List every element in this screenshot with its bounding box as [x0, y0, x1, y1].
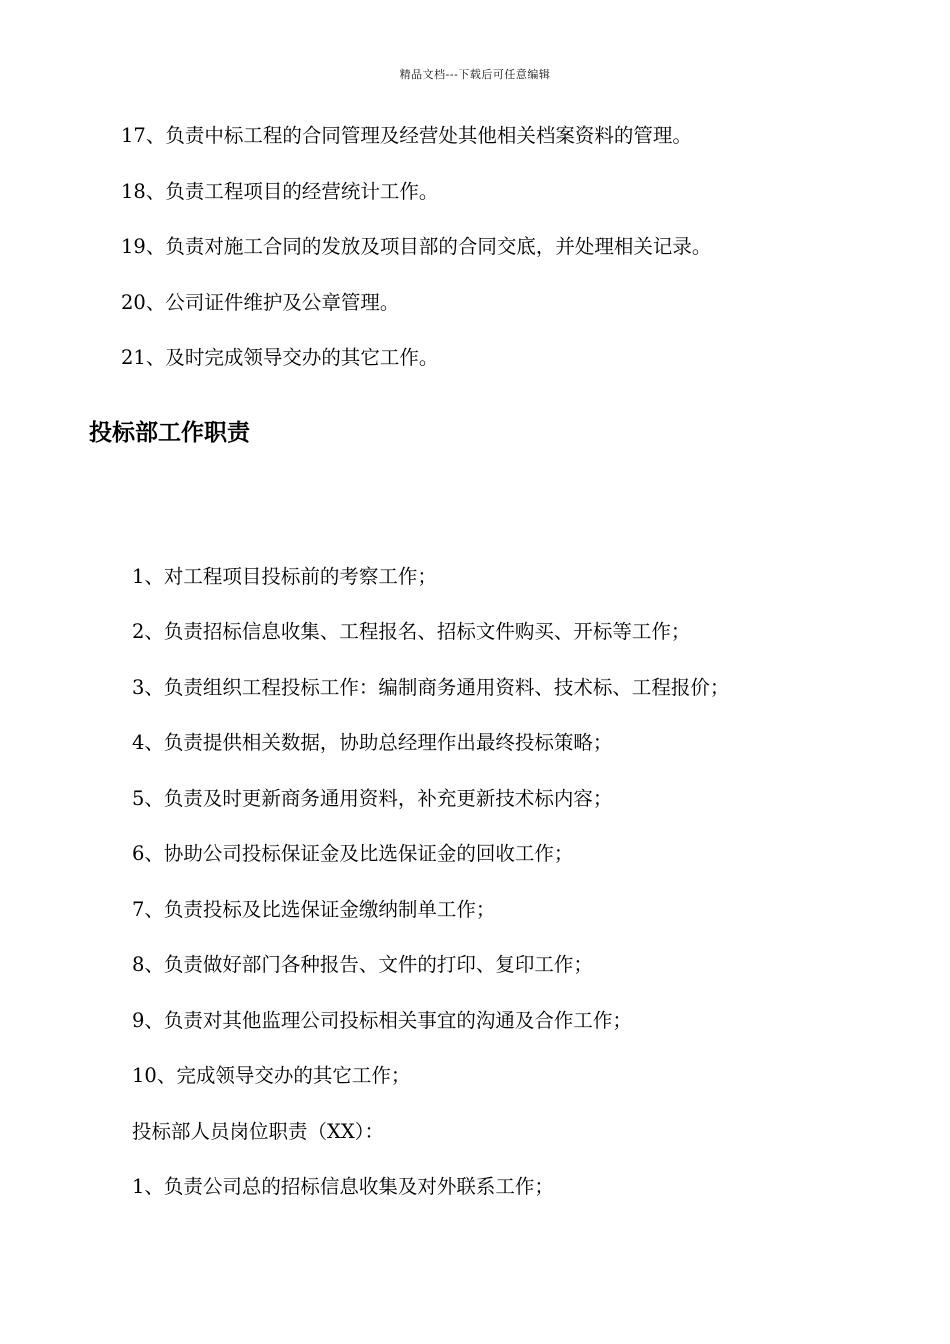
list-item: 17、负责中标工程的合同管理及经营处其他相关档案资料的管理。: [121, 124, 692, 147]
list-item: 10、完成领导交办的其它工作；: [132, 1064, 411, 1087]
list-item: 2、负责招标信息收集、工程报名、招标文件购买、开标等工作；: [132, 620, 691, 643]
list-item: 1、对工程项目投标前的考察工作；: [132, 565, 437, 588]
section-heading: 投标部工作职责: [89, 420, 250, 446]
page-header: 精品文档---下载后可任意编辑: [399, 68, 551, 81]
list-item: 8、负责做好部门各种报告、文件的打印、复印工作；: [132, 953, 593, 976]
list-item: 19、负责对施工合同的发放及项目部的合同交底，并处理相关记录。: [121, 235, 712, 258]
list-item: 20、公司证件维护及公章管理。: [121, 291, 400, 314]
list-item: 7、负责投标及比选保证金缴纳制单工作；: [132, 898, 496, 921]
list-item: 5、负责及时更新商务通用资料，补充更新技术标内容；: [132, 787, 613, 810]
list-item: 18、负责工程项目的经营统计工作。: [121, 180, 439, 203]
list-item: 21、及时完成领导交办的其它工作。: [121, 346, 439, 369]
list-item: 3、负责组织工程投标工作：编制商务通用资料、技术标、工程报价；: [132, 676, 730, 699]
list-item: 4、负责提供相关数据，协助总经理作出最终投标策略；: [132, 731, 613, 754]
list-item: 9、负责对其他监理公司投标相关事宜的沟通及合作工作；: [132, 1009, 632, 1032]
list-item: 6、协助公司投标保证金及比选保证金的回收工作；: [132, 842, 574, 865]
list-item: 1、负责公司总的招标信息收集及对外联系工作；: [132, 1175, 554, 1198]
subheading: 投标部人员岗位职责（XX）：: [132, 1120, 385, 1143]
